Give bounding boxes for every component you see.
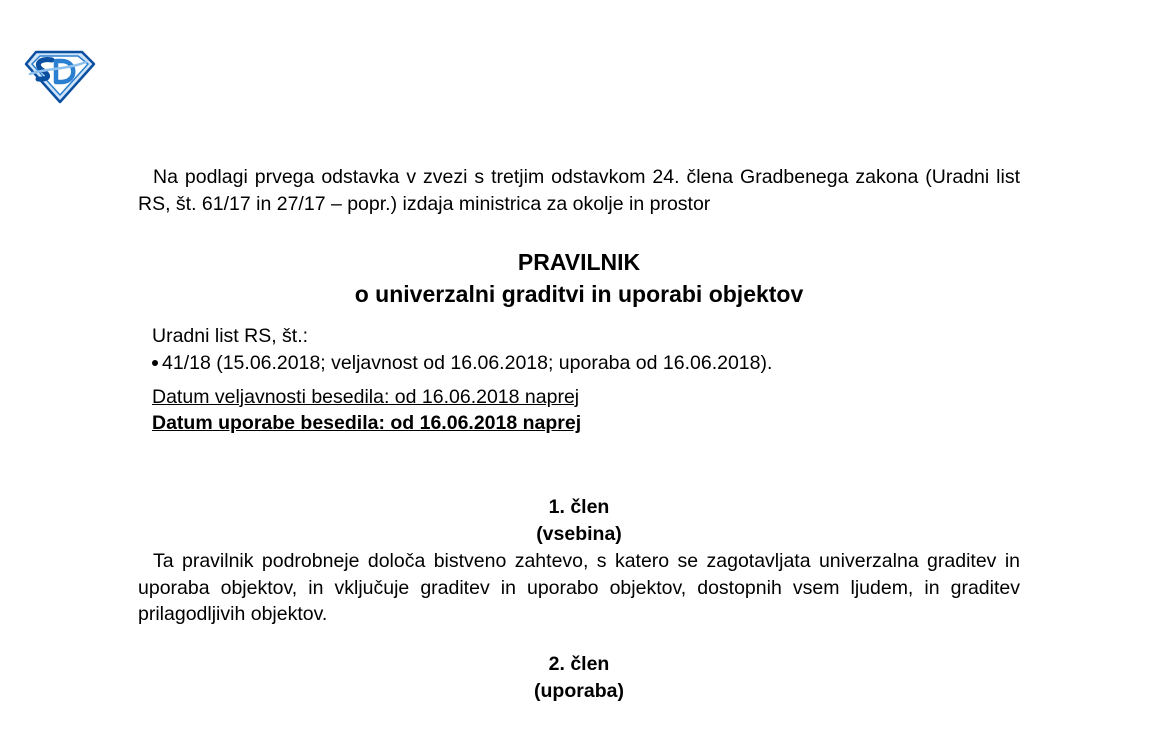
usage-date-link[interactable]: Datum uporabe besedila: od 16.06.2018 naprej xyxy=(152,412,582,434)
intro-paragraph: Na podlagi prvega odstavka v zvezi s tretjim odstavkom 24. člena Gradbenega zakona (Uradni list RS, št. 61/17 in 27/17 – popr.) izdaja ministrica za okolje in prostor xyxy=(138,166,1020,215)
document-title: PRAVILNIK xyxy=(517,249,641,275)
article-2 xyxy=(138,651,1020,705)
article-number: 2. člen xyxy=(548,652,610,675)
article-1 xyxy=(138,494,1020,628)
bullet-icon xyxy=(152,360,158,366)
article-heading: (uporaba) xyxy=(534,679,624,702)
document-subtitle: o univerzalni graditvi in uporabi objektov xyxy=(354,281,804,307)
validity-date-link[interactable]: Datum veljavnosti besedila: od 16.06.2018 naprej xyxy=(152,386,580,408)
validity-dates xyxy=(138,384,1020,436)
title-block xyxy=(138,246,1020,310)
gazette-label: Uradni list RS, št.: xyxy=(152,325,309,347)
gazette-entry xyxy=(152,350,1020,377)
document-page xyxy=(138,164,1020,705)
article-number: 1. člen xyxy=(548,496,610,518)
article-text: Ta pravilnik podrobneje določa bistveno zahtevo, s katero se zagotavljata univerzalna graditev in uporaba objektov, in vključuje graditev in uporabo objektov, dostopnih vsem ljudem, in graditev prilagodljivih objektov. xyxy=(138,550,1020,625)
gazette-entry-text: 41/18 (15.06.2018; veljavnost od 16.06.2018; uporaba od 16.06.2018). xyxy=(162,351,773,374)
article-heading: (vsebina) xyxy=(536,523,622,545)
sd-logo xyxy=(22,48,96,104)
publication-meta xyxy=(138,323,1020,376)
